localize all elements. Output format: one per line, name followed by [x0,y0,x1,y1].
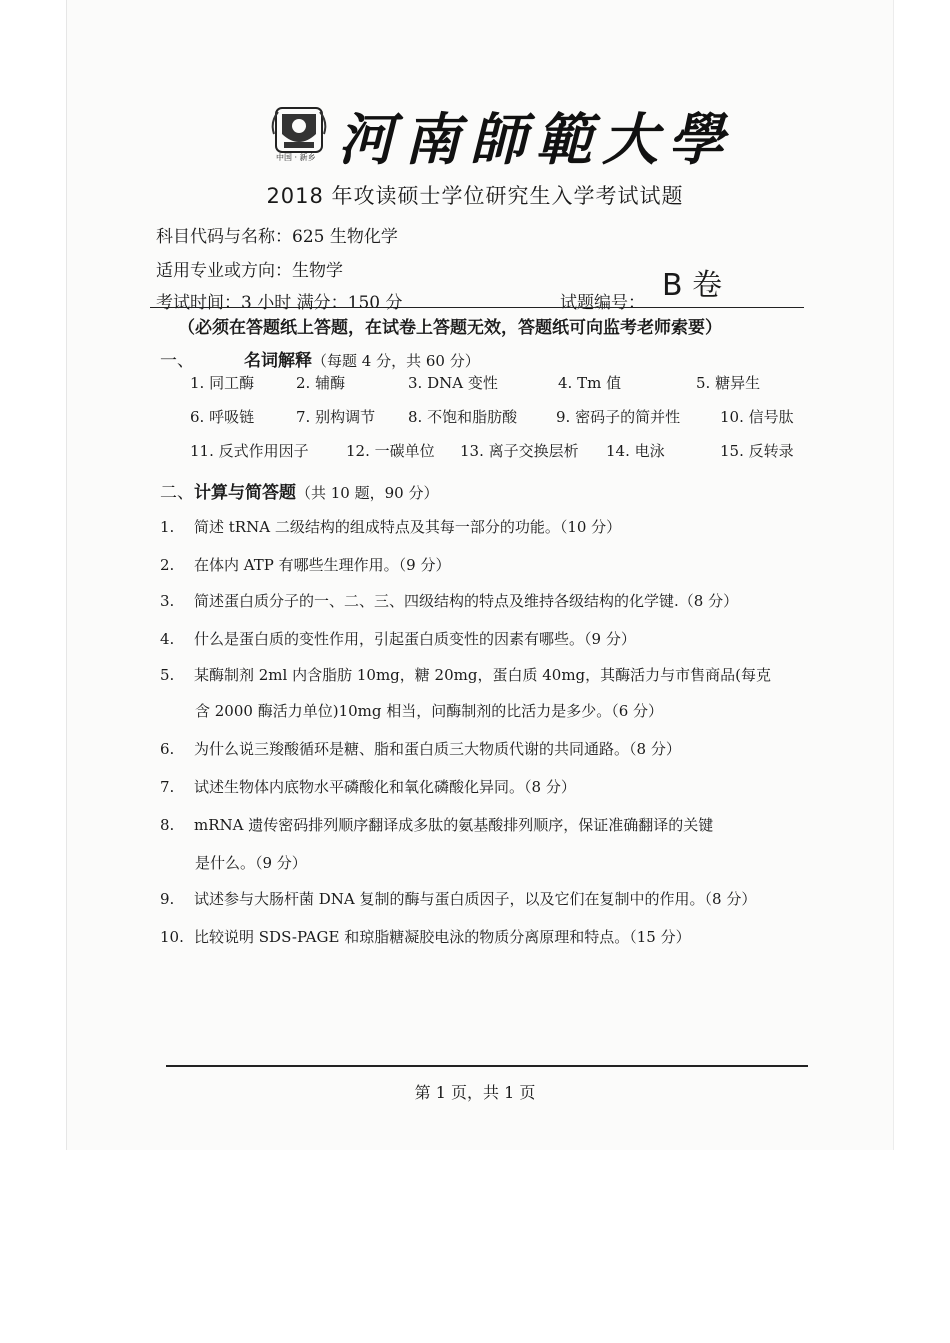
question-number: 5. [160,666,175,684]
section2-heading [160,478,438,503]
question-continuation: 是什么。（9 分） [195,854,307,872]
question-text: 试述参与大肠杆菌 DNA 复制的酶与蛋白质因子，以及它们在复制中的作用。（8 分） [194,890,757,908]
question-text: 简述蛋白质分子的一、二、三、四级结构的特点及维持各级结构的化学键.（8 分） [194,592,739,610]
term-item: 8. 不饱和脂肪酸 [408,408,518,426]
question-item [160,554,450,575]
header-divider [150,307,804,308]
section1-title: 名词解释 [244,351,312,371]
question-text: 试述生物体内底物水平磷酸化和氧化磷酸化异同。（8 分） [194,778,576,796]
exam-number-label: 试题编号： [560,293,645,313]
question-number: 2. [160,556,175,574]
question-text: 某酶制剂 2ml 内含脂肪 10mg，糖 20mg，蛋白质 40mg，其酶活力与市售商品(每克 [194,666,771,684]
question-continuation: 含 2000 酶活力单位)10mg 相当，问酶制剂的比活力是多少。（6 分） [195,702,664,720]
term-item: 7. 别构调节 [296,408,376,426]
question-item [160,628,636,649]
subject-line: 科目代码与名称：625 生物化学 [156,227,398,247]
university-header [270,96,734,176]
question-item [160,776,576,797]
question-number: 9. [160,890,175,908]
term-item: 5. 糖异生 [696,374,761,392]
section1-index: 一、 [160,351,194,371]
question-number: 4. [160,630,175,648]
page-number: 第 1 页，共 1 页 [414,1083,536,1102]
section1-heading [160,346,480,371]
paper-tag: B 卷 [662,268,723,303]
term-item: 14. 电泳 [606,442,665,460]
question-number: 10. [160,928,184,946]
term-item: 10. 信号肽 [720,408,794,426]
term-item: 4. Tm 值 [558,374,622,392]
term-item: 3. DNA 变性 [408,374,498,392]
question-text: 什么是蛋白质的变性作用，引起蛋白质变性的因素有哪些。（9 分） [194,630,636,648]
section2-index: 二、 [160,483,194,503]
university-name: 河南師範大學 [338,107,734,173]
footer-divider [166,1065,808,1067]
question-text: 为什么说三羧酸循环是糖、脂和蛋白质三大物质代谢的共同通路。（8 分） [194,740,681,758]
term-item: 9. 密码子的简并性 [556,408,681,426]
term-item: 2. 辅酶 [296,374,346,392]
question-item [160,590,738,611]
crest-caption: 中国 · 新乡 [276,153,316,162]
question-item [160,738,681,759]
question-text: 比较说明 SDS-PAGE 和琼脂糖凝胶电泳的物质分离原理和特点。（15 分） [194,928,691,946]
question-number: 3. [160,592,175,610]
question-item [160,814,713,835]
question-number: 1. [160,518,175,536]
question-text: 简述 tRNA 二级结构的组成特点及其每一部分的功能。（10 分） [194,518,622,536]
question-number: 8. [160,816,175,834]
term-item: 11. 反式作用因子 [190,442,309,460]
question-number: 7. [160,778,175,796]
question-text: mRNA 遗传密码排列顺序翻译成多肽的氨基酸排列顺序，保证准确翻译的关键 [194,816,714,834]
question-text: 在体内 ATP 有哪些生理作用。（9 分） [194,556,451,574]
section2-title: 计算与简答题 [194,483,296,503]
question-item [160,516,621,537]
major-line: 适用专业或方向：生物学 [156,261,343,281]
question-item [160,888,756,909]
question-number: 6. [160,740,175,758]
answer-notice: （必须在答题纸上答题，在试卷上答题无效，答题纸可向监考老师索要） [178,318,722,338]
term-item: 6. 呼吸链 [190,408,255,426]
term-item: 13. 离子交换层析 [460,442,579,460]
question-item [160,926,691,947]
term-item: 12. 一碳单位 [346,442,435,460]
section1-note: （每题 4 分，共 60 分） [312,352,480,370]
section2-note: （共 10 题，90 分） [296,484,439,502]
time-score-line: 考试时间：3 小时 满分：150 分 [156,293,403,313]
term-item: 15. 反转录 [720,442,794,460]
term-item: 1. 同工酶 [190,374,255,392]
question-item [160,664,771,685]
exam-title: 2018 年攻读硕士学位研究生入学考试试题 [266,184,684,208]
